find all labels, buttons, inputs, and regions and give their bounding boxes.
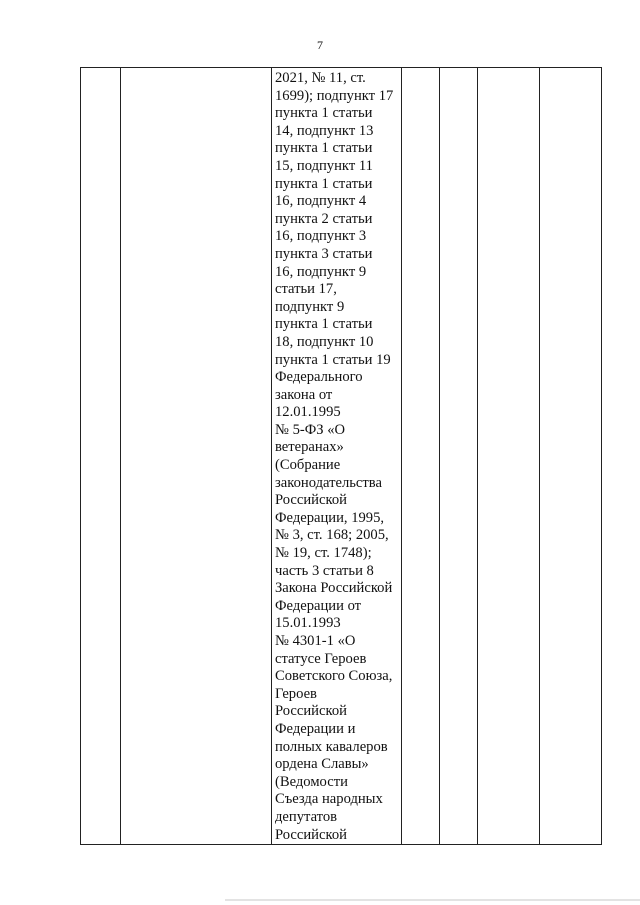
table-row [81,68,602,845]
legal-basis-text: 2021, № 11, ст. 1699); подпункт 17 пункта 1 статьи 14, подпункт 13 пункта 1 статьи 15, подпункт 11 пункта 1 статьи 16, подпункт 4 пункта 2 статьи 16, подпункт 3 пункта 3 статьи 16, подпункт 9 статьи 17, подпункт 9 пункта 1 статьи 18, подпункт 10 пункта 1 статьи 19 Федерального закона от 12.01.1995 № 5-ФЗ «О ветеранах» (Собрание законодательства Российской Федерации, 1995, № 3, ст. 168; 2005, № 19, ст. 1748); часть 3 статьи 8 Закона Российской Федерации от 15.01.1993 № 4301-1 «О статусе Героев Советского Союза, Героев Российской Федерации и полных кавалеров ордена Славы» (Ведомости Съезда народных депутатов Российской [275,70,394,843]
table-cell-legal-basis [272,68,402,845]
table-cell-empty-4 [540,68,602,845]
table-cell-name [121,68,272,845]
table-cell-empty-1 [402,68,440,845]
table-cell-number [81,68,121,845]
table-cell-empty-2 [440,68,478,845]
table-cell-empty-3 [478,68,540,845]
scan-edge-line [225,899,640,901]
page-number: 7 [317,38,323,52]
legal-basis-table [80,67,602,845]
